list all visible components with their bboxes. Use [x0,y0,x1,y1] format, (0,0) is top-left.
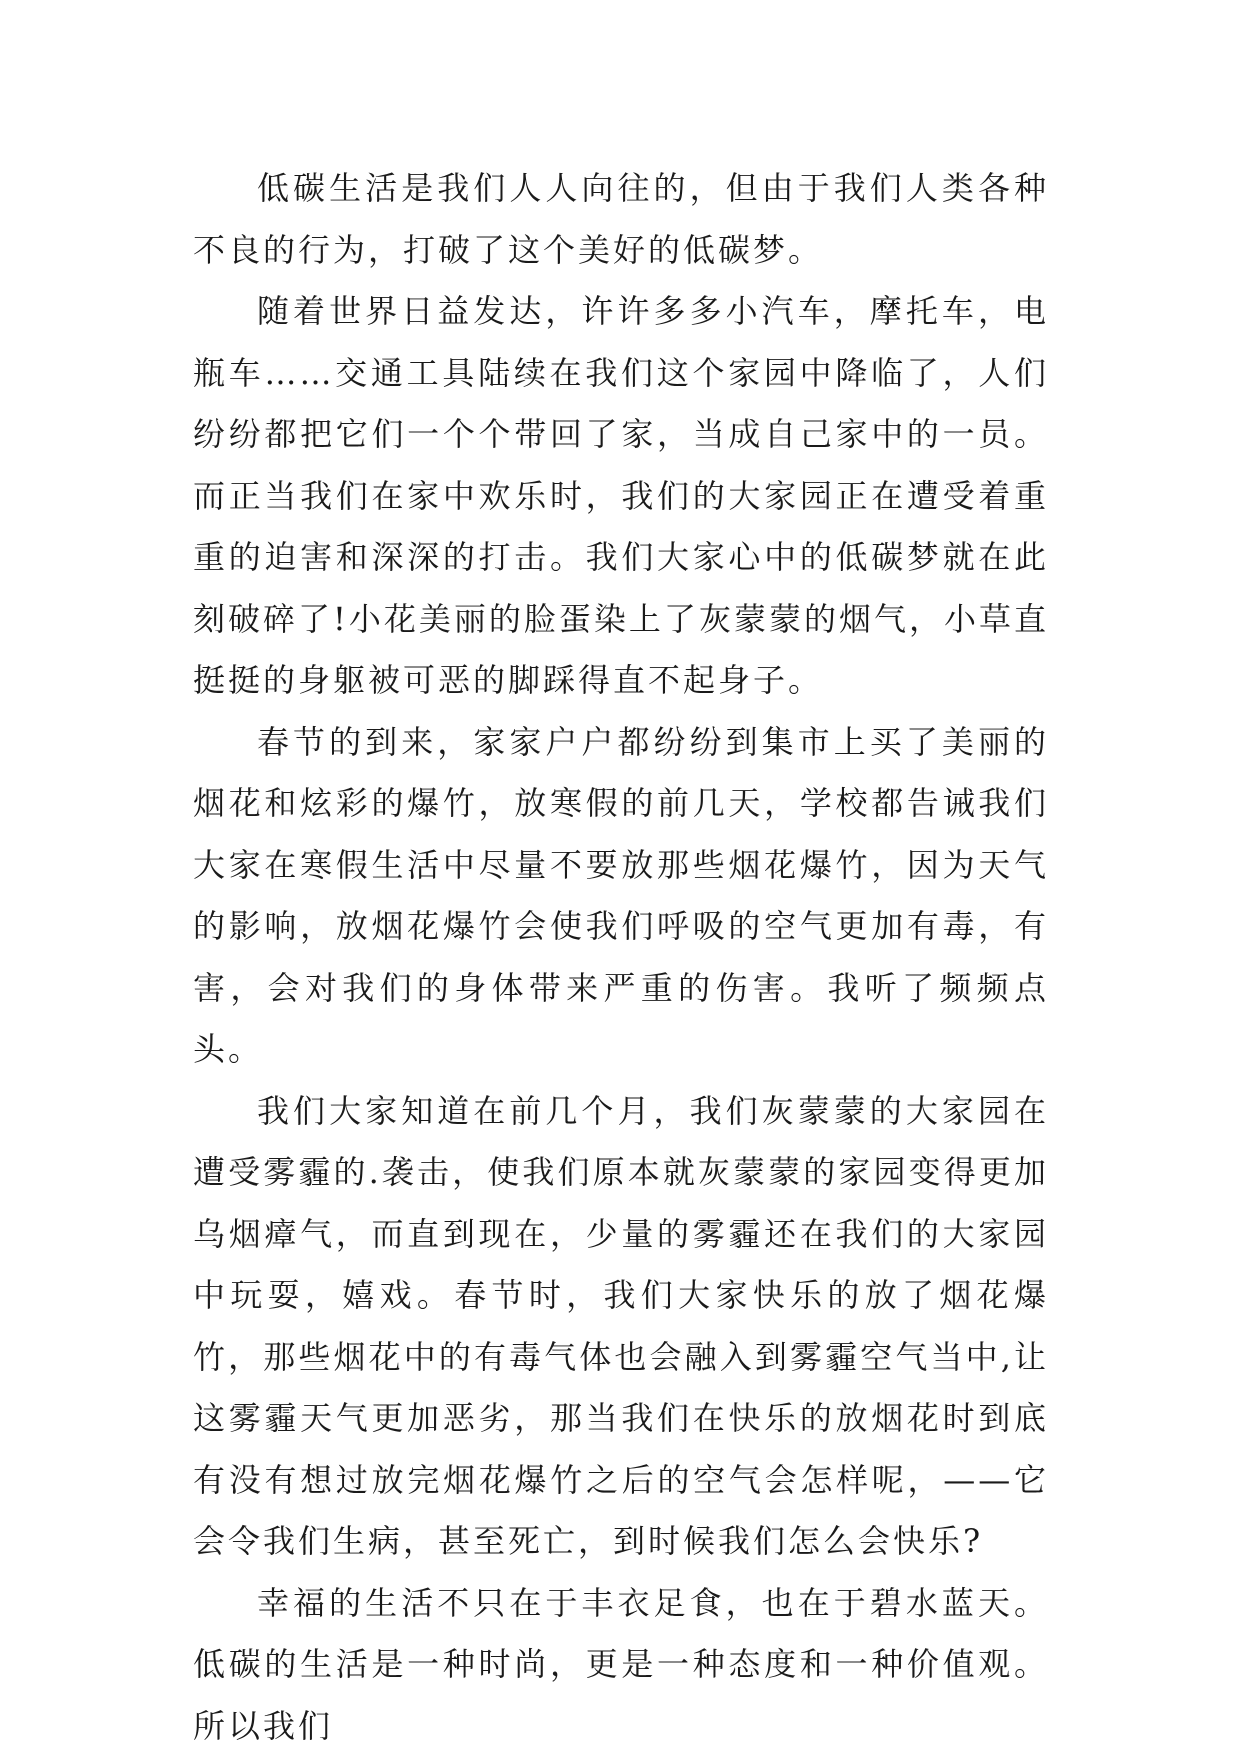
paragraph-1: 低碳生活是我们人人向往的，但由于我们人类各种不良的行为，打破了这个美好的低碳梦。 [193,158,1049,281]
paragraph-5: 幸福的生活不只在于丰衣足食，也在于碧水蓝天。低碳的生活是一种时尚，更是一种态度和一种价值观。所以我们 [193,1573,1049,1757]
paragraph-2: 随着世界日益发达，许许多多小汽车，摩托车，电瓶车……交通工具陆续在我们这个家园中降临了，人们纷纷都把它们一个个带回了家，当成自己家中的一员。而正当我们在家中欢乐时，我们的大家园正在遭受着重重的迫害和深深的打击。我们大家心中的低碳梦就在此刻破碎了!小花美丽的脸蛋染上了灰蒙蒙的烟气，小草直挺挺的身躯被可恶的脚踩得直不起身子。 [193,281,1049,712]
paragraph-3: 春节的到来，家家户户都纷纷到集市上买了美丽的烟花和炫彩的爆竹，放寒假的前几天，学校都告诫我们大家在寒假生活中尽量不要放那些烟花爆竹，因为天气的影响，放烟花爆竹会使我们呼吸的空气更加有毒，有害，会对我们的身体带来严重的伤害。我听了频频点头。 [193,712,1049,1081]
article-body [193,158,1049,1757]
paragraph-4: 我们大家知道在前几个月，我们灰蒙蒙的大家园在遭受雾霾的.袭击，使我们原本就灰蒙蒙的家园变得更加乌烟瘴气，而直到现在，少量的雾霾还在我们的大家园中玩耍，嬉戏。春节时，我们大家快乐的放了烟花爆竹，那些烟花中的有毒气体也会融入到雾霾空气当中,让这雾霾天气更加恶劣，那当我们在快乐的放烟花时到底有没有想过放完烟花爆竹之后的空气会怎样呢，——它会令我们生病，甚至死亡，到时候我们怎么会快乐? [193,1081,1049,1573]
